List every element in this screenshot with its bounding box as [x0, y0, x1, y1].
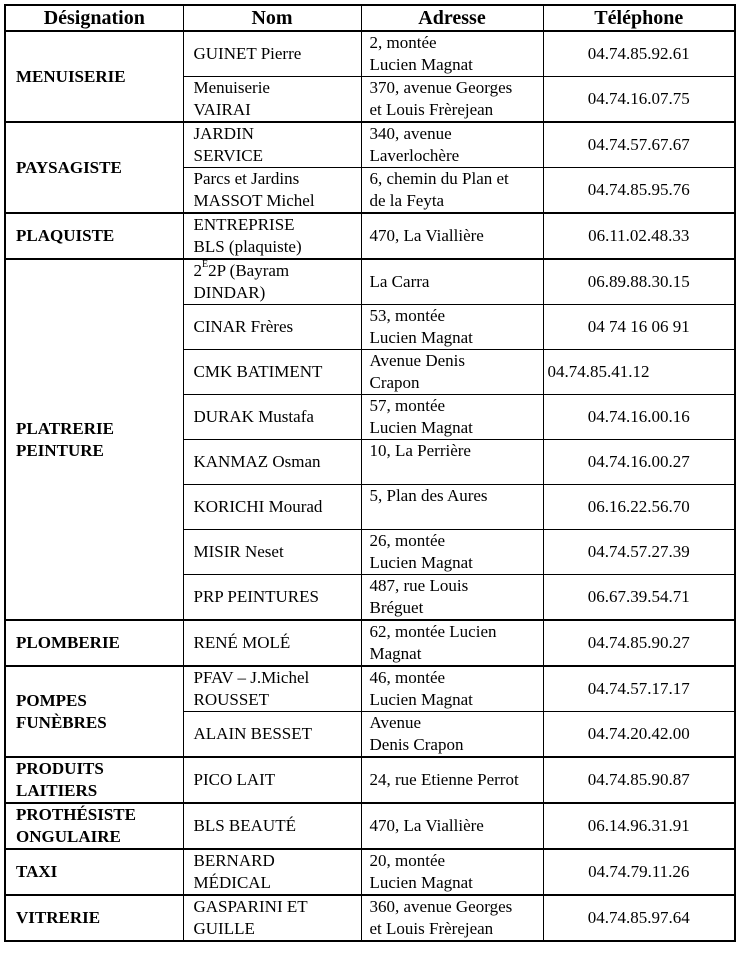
telephone-cell: 04.74.85.95.76	[543, 168, 735, 214]
adresse-cell: Avenue Denis Crapon	[361, 712, 543, 758]
telephone-cell: 04.74.16.00.27	[543, 440, 735, 485]
nom-cell: Parcs et Jardins MASSOT Michel	[183, 168, 361, 214]
nom-cell: KORICHI Mourad	[183, 485, 361, 530]
nom-cell: ALAIN BESSET	[183, 712, 361, 758]
nom-suffix: 2P (Bayram DINDAR)	[193, 261, 290, 302]
adresse-cell: La Carra	[361, 259, 543, 305]
nom-cell: BLS BEAUTÉ	[183, 803, 361, 849]
telephone-cell: 04.74.85.90.87	[543, 757, 735, 803]
telephone-cell: 04.74.57.67.67	[543, 122, 735, 168]
adresse-cell: 370, avenue Georges et Louis Frèrejean	[361, 77, 543, 123]
telephone-cell: 06.89.88.30.15	[543, 259, 735, 305]
telephone-cell: 04.74.57.17.17	[543, 666, 735, 712]
adresse-cell: 487, rue Louis Bréguet	[361, 575, 543, 621]
designation-cell: TAXI	[5, 849, 183, 895]
telephone-cell: 06.67.39.54.71	[543, 575, 735, 621]
adresse-cell: 360, avenue Georges et Louis Frèrejean	[361, 895, 543, 941]
adresse-cell: 57, montée Lucien Magnat	[361, 395, 543, 440]
header-designation: Désignation	[5, 5, 183, 31]
header-telephone: Téléphone	[543, 5, 735, 31]
adresse-cell: 470, La Viallière	[361, 803, 543, 849]
nom-cell: RENÉ MOLÉ	[183, 620, 361, 666]
nom-cell: DURAK Mustafa	[183, 395, 361, 440]
telephone-cell: 04.74.20.42.00	[543, 712, 735, 758]
table-row	[5, 757, 735, 803]
adresse-cell: 340, avenue Laverlochère	[361, 122, 543, 168]
adresse-cell: 20, montée Lucien Magnat	[361, 849, 543, 895]
table-row	[5, 895, 735, 941]
nom-cell: CINAR Frères	[183, 305, 361, 350]
adresse-cell: 53, montée Lucien Magnat	[361, 305, 543, 350]
nom-cell: PRP PEINTURES	[183, 575, 361, 621]
table-row	[5, 849, 735, 895]
nom-cell: PICO LAIT	[183, 757, 361, 803]
telephone-cell: 04 74 16 06 91	[543, 305, 735, 350]
telephone-cell: 04.74.16.00.16	[543, 395, 735, 440]
designation-cell: PLAQUISTE	[5, 213, 183, 259]
directory-table	[4, 4, 736, 942]
nom-prefix: 2	[193, 261, 202, 280]
nom-cell: GASPARINI ET GUILLE	[183, 895, 361, 941]
telephone-cell: 04.74.85.90.27	[543, 620, 735, 666]
adresse-cell: 46, montée Lucien Magnat	[361, 666, 543, 712]
header-nom: Nom	[183, 5, 361, 31]
telephone-cell: 04.74.85.41.12	[543, 350, 735, 395]
designation-cell: PLOMBERIE	[5, 620, 183, 666]
designation-cell: POMPES FUNÈBRES	[5, 666, 183, 757]
nom-cell: MISIR Neset	[183, 530, 361, 575]
nom-cell: KANMAZ Osman	[183, 440, 361, 485]
table-row	[5, 620, 735, 666]
telephone-cell: 06.11.02.48.33	[543, 213, 735, 259]
adresse-cell: 26, montée Lucien Magnat	[361, 530, 543, 575]
nom-cell: Menuiserie VAIRAI	[183, 77, 361, 123]
table-row	[5, 122, 735, 168]
adresse-cell: 2, montée Lucien Magnat	[361, 31, 543, 77]
telephone-cell: 04.74.57.27.39	[543, 530, 735, 575]
table-row	[5, 213, 735, 259]
telephone-cell: 06.14.96.31.91	[543, 803, 735, 849]
designation-cell: PLATRERIE PEINTURE	[5, 259, 183, 620]
table-row	[5, 31, 735, 77]
adresse-cell: 6, chemin du Plan et de la Feyta	[361, 168, 543, 214]
adresse-cell: 24, rue Etienne Perrot	[361, 757, 543, 803]
header-adresse: Adresse	[361, 5, 543, 31]
header-row	[5, 5, 735, 31]
adresse-cell: 62, montée Lucien Magnat	[361, 620, 543, 666]
telephone-cell: 04.74.79.11.26	[543, 849, 735, 895]
telephone-cell: 04.74.85.97.64	[543, 895, 735, 941]
nom-cell: PFAV – J.Michel ROUSSET	[183, 666, 361, 712]
adresse-cell: 5, Plan des Aures	[361, 485, 543, 530]
nom-cell	[183, 259, 361, 305]
nom-cell: CMK BATIMENT	[183, 350, 361, 395]
telephone-cell: 06.16.22.56.70	[543, 485, 735, 530]
designation-cell: PAYSAGISTE	[5, 122, 183, 213]
designation-cell: PRODUITS LAITIERS	[5, 757, 183, 803]
adresse-cell: Avenue Denis Crapon	[361, 350, 543, 395]
designation-cell: MENUISERIE	[5, 31, 183, 122]
telephone-cell: 04.74.85.92.61	[543, 31, 735, 77]
nom-cell: GUINET Pierre	[183, 31, 361, 77]
table-row	[5, 803, 735, 849]
telephone-cell: 04.74.16.07.75	[543, 77, 735, 123]
table-row	[5, 259, 735, 305]
nom-cell: BERNARD MÉDICAL	[183, 849, 361, 895]
adresse-cell: 470, La Viallière	[361, 213, 543, 259]
nom-cell: ENTREPRISE BLS (plaquiste)	[183, 213, 361, 259]
adresse-cell: 10, La Perrière	[361, 440, 543, 485]
nom-cell: JARDIN SERVICE	[183, 122, 361, 168]
nom-superscript: E	[202, 259, 209, 271]
designation-cell: VITRERIE	[5, 895, 183, 941]
designation-cell: PROTHÉSISTE ONGULAIRE	[5, 803, 183, 849]
table-row	[5, 666, 735, 712]
